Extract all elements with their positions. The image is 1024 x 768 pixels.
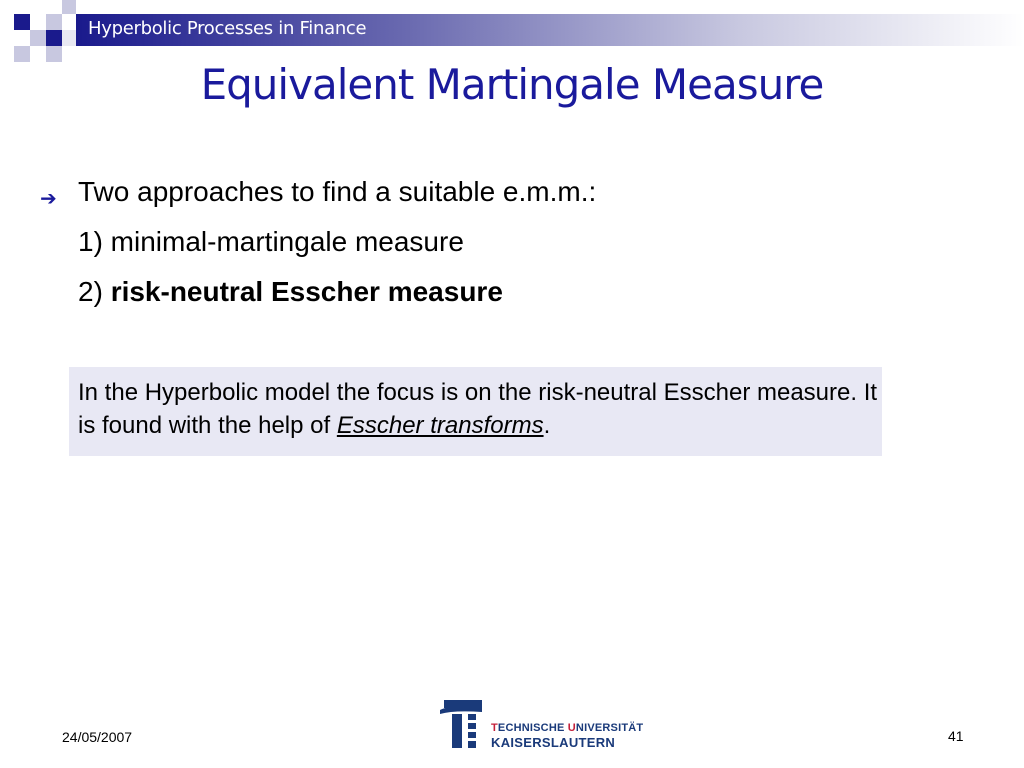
logo-line-1: TECHNISCHE UNIVERSITÄT	[491, 722, 644, 734]
list-item-1: 1) minimal-martingale measure	[78, 226, 464, 257]
slide-title: Equivalent Martingale Measure	[200, 60, 824, 109]
list-item-2-prefix: 2)	[78, 276, 111, 307]
list-item-2-bold: risk-neutral Esscher measure	[110, 276, 503, 307]
bullet-intro: Two approaches to find a suitable e.m.m.:	[78, 176, 597, 207]
right-arrow-icon: ➔	[40, 188, 57, 210]
page-number: 41	[948, 728, 964, 744]
callout-text-part2: .	[543, 412, 551, 439]
logo-line-2: KAISERSLAUTERN	[491, 735, 616, 750]
list-item-2	[78, 276, 503, 308]
esscher-transforms-link[interactable]: Esscher transforms	[336, 412, 544, 439]
callout-text	[78, 376, 883, 442]
footer-date: 24/05/2007	[62, 729, 133, 745]
header-title: Hyperbolic Processes in Finance	[88, 18, 367, 39]
callout-text-part1: In the Hyperbolic model the focus is on the risk-neutral Esscher measure. It is found with the help of	[78, 379, 878, 439]
